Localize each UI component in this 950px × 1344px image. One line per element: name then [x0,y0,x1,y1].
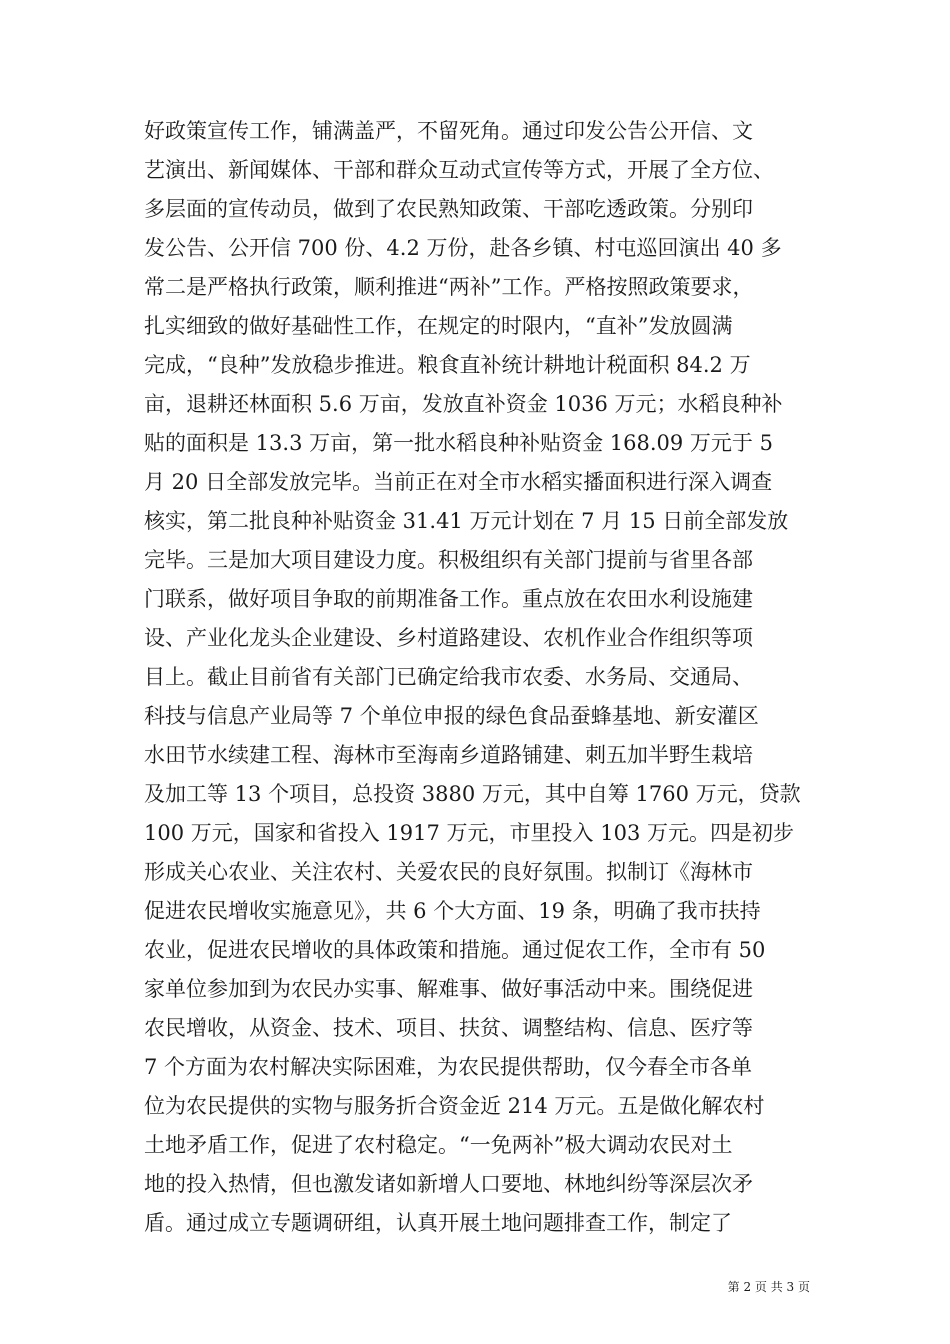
text-line: 完成，“良种”发放稳步推进。粮食直补统计耕地计税面积 84.2 万 [144,353,751,377]
text-line: 100 万元，国家和省投入 1917 万元，市里投入 103 万元。四是初步 [144,821,794,845]
text-line: 设、产业化龙头企业建设、乡村道路建设、农机作业合作组织等项 [144,626,753,650]
text-line: 科技与信息产业局等 7 个单位申报的绿色食品蚕蜂基地、新安灌区 [144,704,759,728]
text-line: 形成关心农业、关注农村、关爱农民的良好氛围。拟制订《海林市 [144,860,753,884]
text-line: 发公告、公开信 700 份、4.2 万份，赴各乡镇、村屯巡回演出 40 多 [144,236,782,260]
text-line: 核实，第二批良种补贴资金 31.41 万元计划在 7 月 15 日前全部发放 [144,509,789,533]
text-line: 门联系，做好项目争取的前期准备工作。重点放在农田水利设施建 [144,587,753,611]
text-line: 完毕。三是加大项目建设力度。积极组织有关部门提前与省里各部 [144,548,753,572]
text-line: 农业，促进农民增收的具体政策和措施。通过促农工作，全市有 50 [144,938,766,962]
text-line: 常二是严格执行政策，顺利推进“两补”工作。严格按照政策要求， [144,275,754,299]
text-line: 7 个方面为农村解决实际困难，为农民提供帮助，仅今春全市各单 [144,1055,753,1079]
text-line: 目上。截止目前省有关部门已确定给我市农委、水务局、交通局、 [144,665,753,689]
text-line: 家单位参加到为农民办实事、解难事、做好事活动中来。围绕促进 [144,977,753,1001]
text-line: 扎实细致的做好基础性工作，在规定的时限内，“直补”发放圆满 [144,314,733,338]
page-number-footer: 第 2 页 共 3 页 [727,1280,810,1294]
text-line: 水田节水续建工程、海林市至海南乡道路铺建、刺五加半野生栽培 [144,743,753,767]
text-line: 好政策宣传工作，铺满盖严，不留死角。通过印发公告公开信、文 [144,119,753,143]
text-line: 艺演出、新闻媒体、干部和群众互动式宣传等方式，开展了全方位、 [144,158,774,182]
text-line: 月 20 日全部发放完毕。当前正在对全市水稻实播面积进行深入调查 [144,470,773,494]
text-line: 贴的面积是 13.3 万亩，第一批水稻良种补贴资金 168.09 万元于 5 [144,431,773,455]
body-text [144,112,824,1243]
text-line: 位为农民提供的实物与服务折合资金近 214 万元。五是做化解农村 [144,1094,765,1118]
text-line: 土地矛盾工作，促进了农村稳定。“一免两补”极大调动农民对土 [144,1133,733,1157]
text-line: 促进农民增收实施意见》，共 6 个大方面、19 条，明确了我市扶持 [144,899,761,923]
text-line: 及加工等 13 个项目，总投资 3880 万元，其中自筹 1760 万元，贷款 [144,782,801,806]
text-line: 农民增收，从资金、技术、项目、扶贫、调整结构、信息、医疗等 [144,1016,753,1040]
text-line: 地的投入热情，但也激发诸如新增人口要地、林地纠纷等深层次矛 [144,1172,753,1196]
text-line: 盾。通过成立专题调研组，认真开展土地问题排查工作，制定了 [144,1211,732,1235]
text-line: 亩，退耕还林面积 5.6 万亩，发放直补资金 1036 万元；水稻良种补 [144,392,783,416]
text-line: 多层面的宣传动员，做到了农民熟知政策、干部吃透政策。分别印 [144,197,753,221]
